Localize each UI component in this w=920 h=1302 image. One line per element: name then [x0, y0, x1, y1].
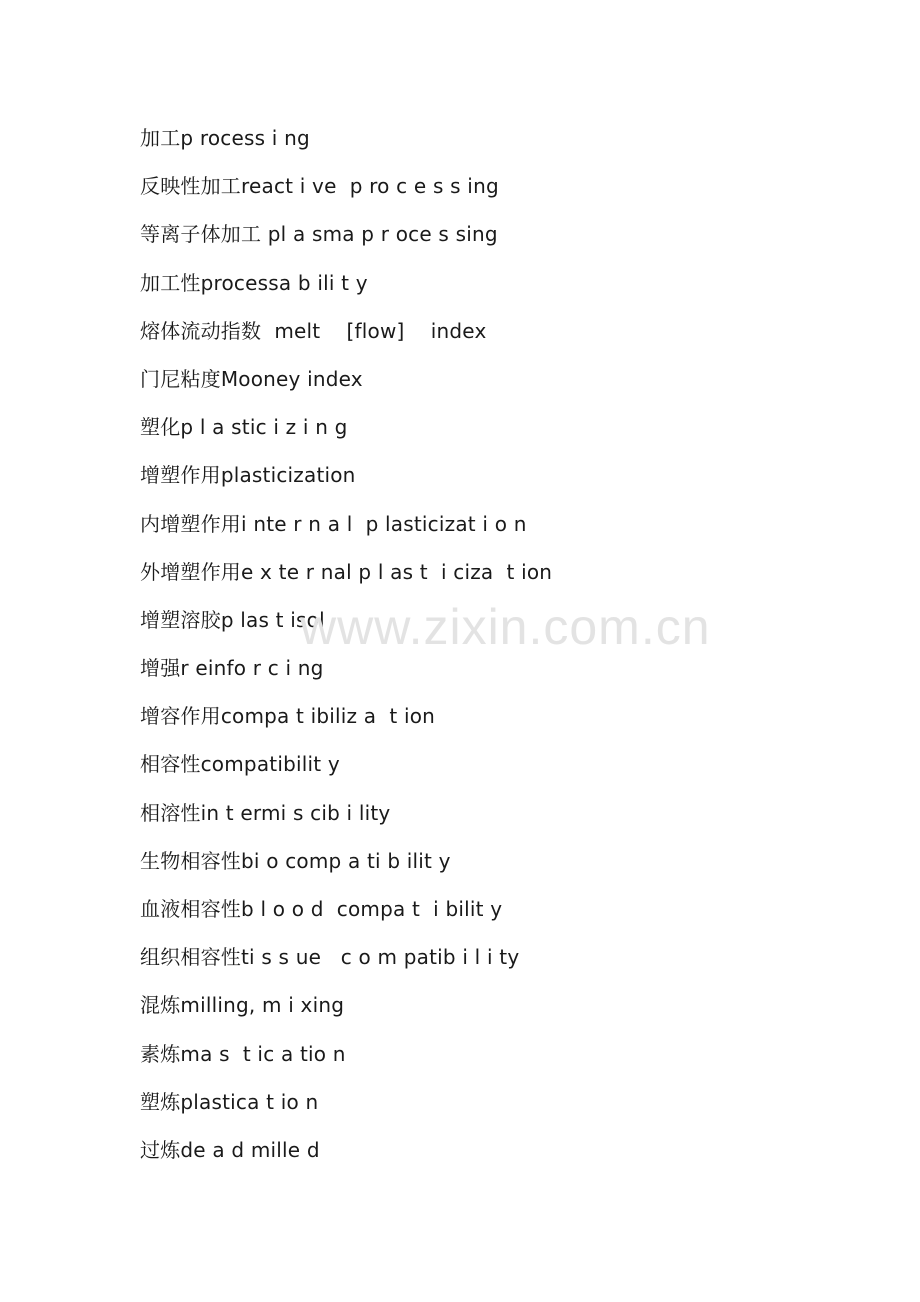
term-chinese: 熔体流动指数: [140, 318, 262, 343]
glossary-entry: [140, 604, 552, 652]
term-english: p rocess i ng: [180, 126, 310, 150]
glossary-entry: [140, 1086, 552, 1134]
term-chinese: 等离子体加工: [140, 222, 262, 247]
term-english: compa t ibiliz a t ion: [220, 704, 436, 729]
glossary-list: [140, 122, 552, 1182]
term-chinese: 素炼: [140, 1041, 181, 1066]
term-english: b l o o d compa t i bilit y: [241, 897, 503, 921]
glossary-entry: [140, 1134, 552, 1182]
term-english: e x te r nal p l as t i ciza t ion: [241, 559, 553, 584]
glossary-entry: [140, 315, 552, 363]
term-chinese: 增容作用: [140, 704, 221, 729]
term-english: plastica t io n: [180, 1089, 319, 1114]
term-chinese: 外增塑作用: [140, 559, 241, 584]
glossary-entry: [140, 652, 552, 700]
term-english: de a d mille d: [180, 1137, 320, 1162]
term-chinese: 增强: [140, 656, 181, 681]
term-chinese: 塑炼: [140, 1089, 181, 1114]
term-chinese: 加工: [140, 126, 181, 150]
term-english: p l a stic i z i n g: [180, 415, 348, 440]
term-chinese: 过炼: [140, 1137, 181, 1162]
term-chinese: 相容性: [140, 752, 201, 777]
term-chinese: 加工性: [140, 270, 201, 295]
glossary-entry: [140, 363, 552, 411]
glossary-entry: [140, 459, 552, 507]
glossary-entry: [140, 267, 552, 315]
watermark-text: www.zixin.com.cn: [300, 599, 711, 655]
glossary-entry: [140, 845, 552, 893]
glossary-entry: [140, 893, 552, 941]
term-chinese: 增塑作用: [140, 463, 221, 488]
term-english: processa b ili t y: [200, 270, 368, 295]
term-english: Mooney index: [220, 366, 363, 391]
term-chinese: 混炼: [140, 993, 181, 1018]
term-chinese: 反映性加工: [140, 174, 241, 199]
term-chinese: 门尼粘度: [140, 366, 221, 391]
term-english: react i ve p ro c e s s ing: [241, 174, 499, 199]
term-english: r einfo r c i ng: [180, 656, 324, 681]
glossary-entry: [140, 508, 552, 556]
glossary-entry: [140, 411, 552, 459]
term-english: melt [flow] index: [261, 318, 487, 343]
term-english: compatibilit y: [200, 752, 340, 777]
term-english: plasticization: [220, 463, 356, 488]
glossary-entry: [140, 170, 552, 218]
term-english: p las t isol: [220, 607, 325, 632]
term-chinese: 增塑溶胶: [140, 607, 221, 632]
term-chinese: 生物相容性: [140, 848, 241, 873]
term-chinese: 相溶性: [140, 800, 201, 825]
glossary-entry: [140, 989, 552, 1037]
term-chinese: 内增塑作用: [140, 511, 241, 536]
term-english: pl a sma p r oce s sing: [261, 222, 498, 247]
glossary-entry: [140, 556, 552, 604]
glossary-entry: [140, 1038, 552, 1086]
term-english: ti s s ue c o m patib i l i ty: [241, 945, 520, 970]
glossary-entry: [140, 941, 552, 989]
term-chinese: 塑化: [140, 415, 181, 440]
term-english: ma s t ic a tio n: [180, 1041, 346, 1066]
term-english: in t ermi s cib i lity: [200, 800, 391, 825]
term-english: bi o comp a ti b ilit y: [241, 848, 451, 873]
term-chinese: 组织相容性: [140, 945, 241, 970]
glossary-entry: [140, 748, 552, 796]
term-english: i nte r n a l p lasticizat i o n: [241, 511, 527, 536]
glossary-entry: [140, 700, 552, 748]
glossary-entry: [140, 218, 552, 266]
term-chinese: 血液相容性: [140, 897, 241, 921]
glossary-entry: [140, 797, 552, 845]
glossary-entry: [140, 122, 552, 170]
term-english: milling, m i xing: [180, 993, 345, 1018]
